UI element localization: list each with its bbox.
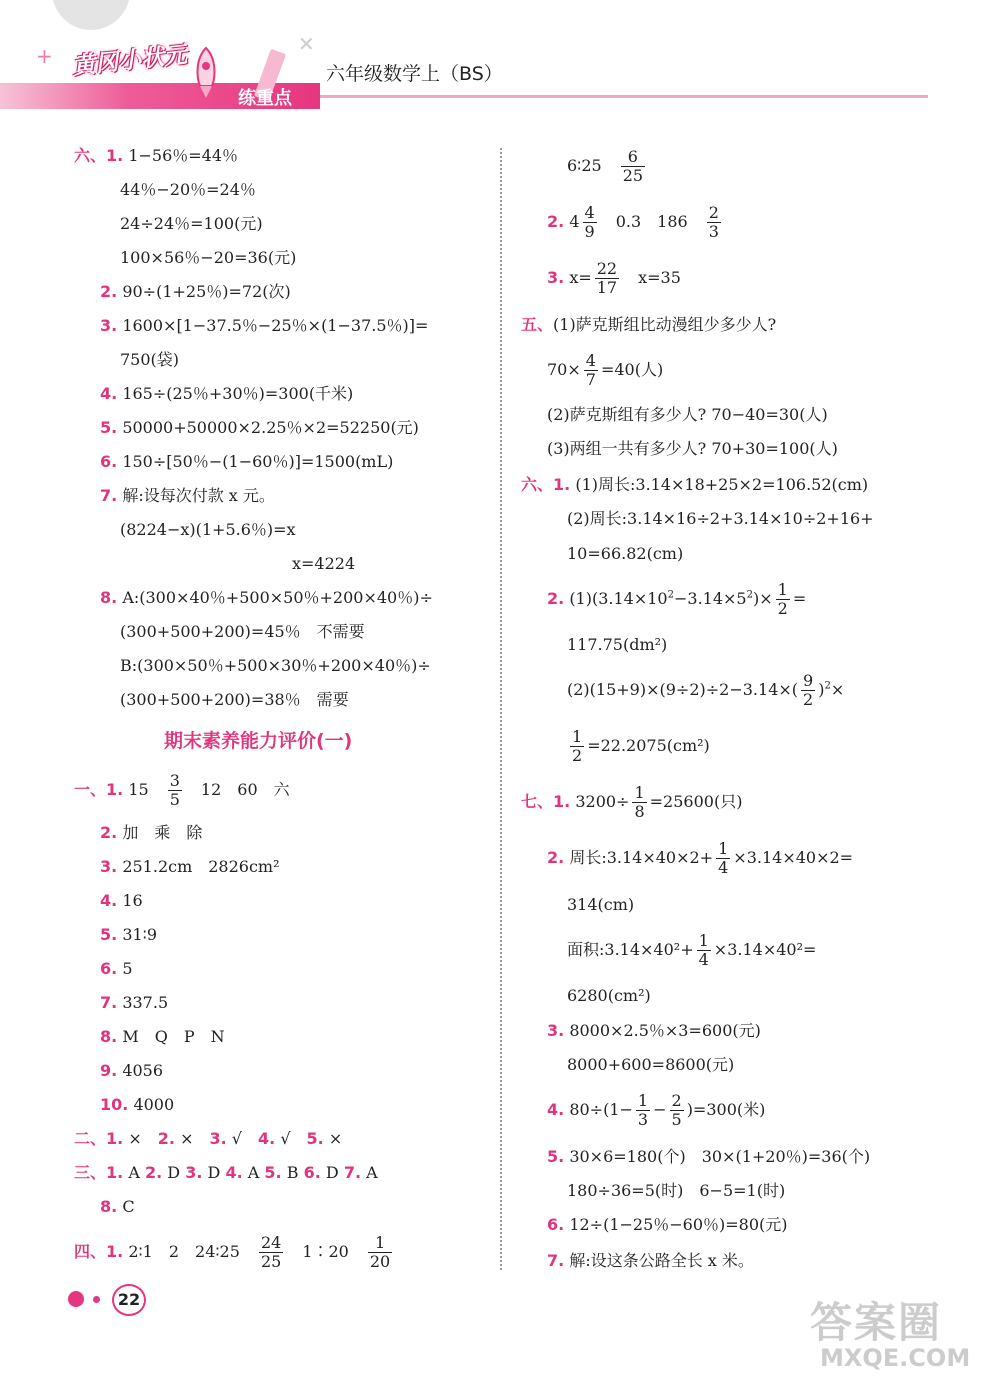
answer-line: (2)周长:3.14×16÷2+3.14×10÷2+16+ (567, 509, 874, 528)
answer-line: 4. 80÷(1− $\frac{1}{3}$ − $\frac{2}{5}$ )=300(米) (547, 1091, 766, 1129)
answer-line: 6. 12÷(1−25％−60％)=80(元) (547, 1215, 788, 1234)
answer-line: 5. 30×6=180(个) 30×(1+20％)=36(个) (547, 1147, 871, 1166)
answer-line: 2. 加 乘 除 (100, 823, 203, 842)
fraction: $\frac{1}{8}$ (634, 783, 645, 821)
fraction: $\frac{1}{2}$ (572, 727, 583, 765)
answer-line: 2. $(1)(3.14\times 10^2-3.14\times 5^2)\times$ $\frac{1}{2}$ = (547, 580, 807, 618)
answer-line: 70× $\frac{4}{7}$ =40(人) (547, 351, 664, 389)
cross-decor-icon: ✕ (298, 32, 315, 56)
header-rule (320, 95, 928, 98)
answer-line: 6. 150÷[50％−(1−60％)]=1500(mL) (100, 452, 394, 471)
answer-line: 117.75(dm²) (567, 635, 668, 654)
answer-line: 六、1. (1)周长:3.14×18+25×2=106.52(cm) (521, 475, 869, 494)
answer-line: 2. 90÷(1+25％)=72(次) (100, 282, 291, 301)
fraction: $\frac{2}{5}$ (671, 1091, 682, 1129)
answer-line: 6. 5 (100, 959, 133, 978)
answer-line: 7. 337.5 (100, 993, 169, 1012)
answer-line: 5. 50000+50000×2.25％×2=52250(元) (100, 418, 419, 437)
answer-line: (2)(15+9)×(9÷2)÷2−3.14×( $\frac{9}{2}$ )$^2$× (567, 671, 845, 709)
answer-line: 面积:3.14×40²+ $\frac{1}{4}$ ×3.14×40²= (567, 931, 817, 969)
answer-line: 二、1. × 2. × 3. √ 4. √ 5. × (74, 1129, 343, 1148)
answer-line: 4. 16 (100, 891, 143, 910)
fraction: $\frac{4}{9}$ (584, 203, 595, 241)
fraction: $\frac{22}{17}$ (596, 259, 618, 297)
answer-line: 9. 4056 (100, 1061, 164, 1080)
answer-line: 24÷24％=100(元) (120, 214, 263, 233)
answer-line: 一、1. 15 $\frac{3}{5}$ 12 60 六 (74, 771, 290, 809)
answer-line: 2. 4 $\frac{4}{9}$ 0.3 186 $\frac{2}{3}$ (547, 203, 719, 241)
answer-line: 7. 解:设每次付款 x 元。 (100, 486, 275, 505)
answer-line: 100×56％−20=36(元) (120, 248, 297, 267)
brand-logo: 黄冈小状元 (71, 42, 189, 80)
book-title: 六年级数学上（BS） (326, 63, 503, 85)
column-divider (500, 148, 502, 1270)
answer-line: 4. 165÷(25％+30％)=300(千米) (100, 384, 354, 403)
answer-line: 8000+600=8600(元) (567, 1055, 735, 1074)
answer-line: 3. 8000×2.5％×3=600(元) (547, 1021, 761, 1040)
page-number-badge: 22 (112, 1284, 146, 1316)
fraction: $\frac{9}{2}$ (803, 671, 814, 709)
answer-line: 314(cm) (567, 895, 635, 914)
answer-line: 3. x= $\frac{22}{17}$ x=35 (547, 259, 681, 297)
fraction: $\frac{1}{2}$ (777, 580, 788, 618)
answer-line: 750(袋) (120, 350, 180, 369)
plus-decor-icon: + (36, 44, 53, 68)
answer-line: (8224−x)(1+5.6％)=x (120, 520, 296, 539)
fraction: $\frac{6}{25}$ (622, 147, 644, 185)
answer-line: 8. C (100, 1197, 135, 1216)
dot-icon (68, 1291, 84, 1307)
fraction: $\frac{24}{25}$ (260, 1233, 282, 1271)
fraction: $\frac{1}{4}$ (698, 931, 709, 969)
fraction: $\frac{1}{4}$ (718, 839, 729, 877)
answer-line: (3)两组一共有多少人? 70+30=100(人) (547, 439, 838, 458)
brand-subtag: 练重点 (238, 88, 292, 109)
answer-line: 180÷36=5(时) 6−5=1(时) (567, 1181, 786, 1200)
answer-line: $\frac{1}{2}$ =22.2075(cm²) (572, 727, 710, 765)
rocket-icon (188, 46, 224, 100)
dot-icon (93, 1296, 100, 1303)
answer-line: (2)萨克斯组有多少人? 70−40=30(人) (547, 405, 828, 424)
section-title: 期末素养能力评价(一) (164, 730, 353, 752)
fraction: $\frac{2}{3}$ (708, 203, 719, 241)
answer-line: 8. M Q P N (100, 1027, 225, 1046)
answer-line: 三、1. A 2. D 3. D 4. A 5. B 6. D 7. A (74, 1163, 378, 1182)
answer-line: 6∶25 $\frac{6}{25}$ (567, 147, 644, 185)
watermark-url: MXQE.COM (820, 1344, 971, 1372)
answer-line: 五、(1)萨克斯组比动漫组少多少人? (521, 315, 777, 334)
answer-line: 六、1. 1−56％=44％ (74, 146, 239, 165)
answer-line: 44％−20％=24％ (120, 180, 256, 199)
fraction: $\frac{3}{5}$ (169, 771, 180, 809)
answer-line: 6280(cm²) (567, 986, 651, 1005)
fraction: $\frac{4}{7}$ (585, 351, 596, 389)
answer-line: 8. A:(300×40％+500×50％+200×40％)÷ (100, 588, 433, 607)
answer-line: 七、1. 3200÷ $\frac{1}{8}$ =25600(只) (521, 783, 743, 821)
answer-line: 2. 周长:3.14×40×2+ $\frac{1}{4}$ ×3.14×40×2= (547, 839, 854, 877)
answer-line: 3. 251.2cm 2826cm² (100, 857, 280, 876)
answer-line: 四、1. 2∶1 2 24∶25 $\frac{24}{25}$ 1∶20 $\frac{1}{20}$ (74, 1233, 391, 1271)
answer-line: (300+500+200)=38％ 需要 (120, 690, 349, 709)
answer-line: x=4224 (292, 554, 356, 573)
answer-line: (300+500+200)=45％ 不需要 (120, 622, 365, 641)
answer-line: 10=66.82(cm) (567, 544, 684, 563)
answer-line: 5. 31∶9 (100, 925, 158, 944)
answer-line: 7. 解:设这条公路全长 x 米。 (547, 1251, 754, 1270)
fraction: $\frac{1}{20}$ (369, 1233, 391, 1271)
header-decor-circle (52, 0, 130, 30)
answer-line: 3. 1600×[1−37.5％−25％×(1−37.5％)]= (100, 316, 429, 335)
fraction: $\frac{1}{3}$ (637, 1091, 649, 1129)
watermark-logo: 答案圈 (810, 1298, 943, 1347)
answer-line: 10. 4000 (100, 1095, 175, 1114)
answer-line: B:(300×50％+500×30％+200×40％)÷ (120, 656, 431, 675)
watermark (810, 1290, 970, 1372)
